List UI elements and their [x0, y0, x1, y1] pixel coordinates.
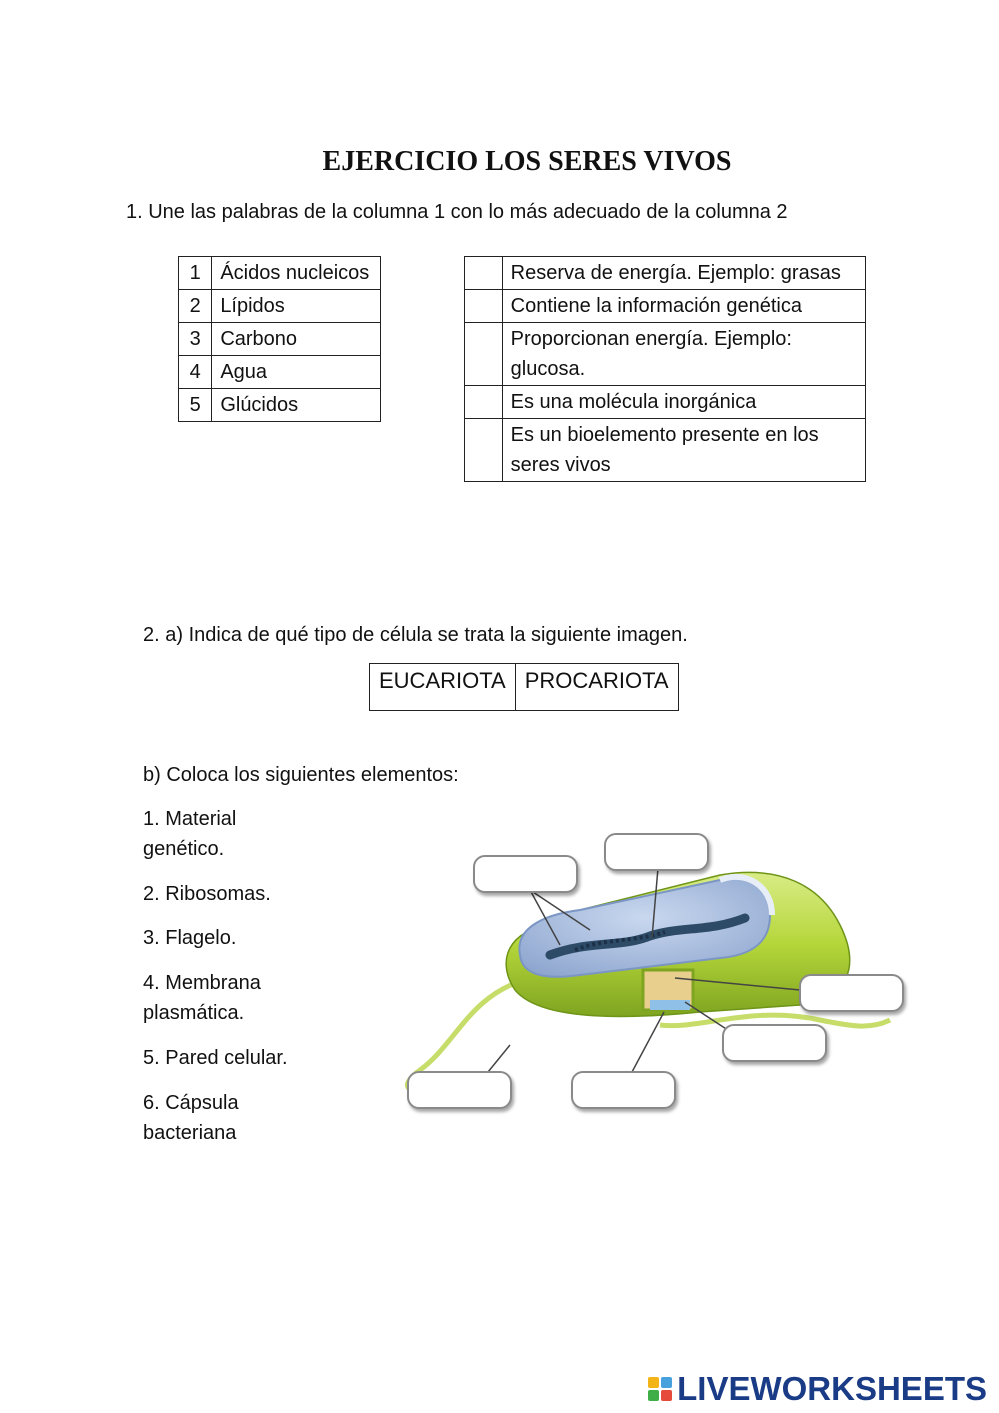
term-number: 3	[179, 323, 212, 356]
element-item: 2. Ribosomas.	[143, 883, 271, 905]
label-drop-box[interactable]	[799, 974, 904, 1012]
answer-input-cell[interactable]	[465, 257, 503, 290]
logo-icon	[648, 1377, 672, 1401]
column-2-table	[464, 256, 866, 482]
answer-input-cell[interactable]	[465, 290, 503, 323]
label-drop-box[interactable]	[571, 1071, 676, 1109]
element-item: 5. Pared celular.	[143, 1047, 288, 1069]
definition-text: Es una molécula inorgánica	[502, 386, 865, 419]
question-1-prompt: 1. Une las palabras de la columna 1 con lo más adecuado de la columna 2	[126, 201, 788, 223]
term-number: 4	[179, 356, 212, 389]
option-eucariota[interactable]: EUCARIOTA	[370, 664, 516, 711]
answer-input-cell[interactable]	[465, 419, 503, 482]
term-text: Lípidos	[212, 290, 381, 323]
question-2a-prompt: 2. a) Indica de qué tipo de célula se trata la siguiente imagen.	[143, 624, 688, 646]
logo-text: LIVEWORKSHEETS	[677, 1370, 987, 1407]
element-item: 6. Cápsula bacteriana	[143, 1092, 239, 1144]
answer-input-cell[interactable]	[465, 323, 503, 386]
label-drop-box[interactable]	[604, 833, 709, 871]
label-drop-box[interactable]	[473, 855, 578, 893]
term-number: 5	[179, 389, 212, 422]
option-procariota[interactable]: PROCARIOTA	[515, 664, 678, 711]
definition-text: Reserva de energía. Ejemplo: grasas	[502, 257, 865, 290]
definition-text: Proporcionan energía. Ejemplo: glucosa.	[502, 323, 865, 386]
page-title: EJERCICIO LOS SERES VIVOS	[322, 146, 732, 177]
term-number: 1	[179, 257, 212, 290]
element-item: 3. Flagelo.	[143, 927, 237, 949]
term-text: Glúcidos	[212, 389, 381, 422]
term-text: Carbono	[212, 323, 381, 356]
element-item: 1. Material genético.	[143, 808, 237, 860]
label-drop-box[interactable]	[407, 1071, 512, 1109]
term-text: Ácidos nucleicos	[212, 257, 381, 290]
term-number: 2	[179, 290, 212, 323]
definition-text: Contiene la información genética	[502, 290, 865, 323]
question-2b-prompt: b) Coloca los siguientes elementos:	[143, 764, 459, 786]
answer-input-cell[interactable]	[465, 386, 503, 419]
definition-text: Es un bioelemento presente en los seres vivos	[502, 419, 865, 482]
label-drop-box[interactable]	[722, 1024, 827, 1062]
column-1-table	[178, 256, 381, 422]
liveworksheets-logo	[648, 1370, 987, 1408]
term-text: Agua	[212, 356, 381, 389]
cell-type-options	[369, 663, 679, 711]
element-item: 4. Membrana plasmática.	[143, 972, 261, 1024]
